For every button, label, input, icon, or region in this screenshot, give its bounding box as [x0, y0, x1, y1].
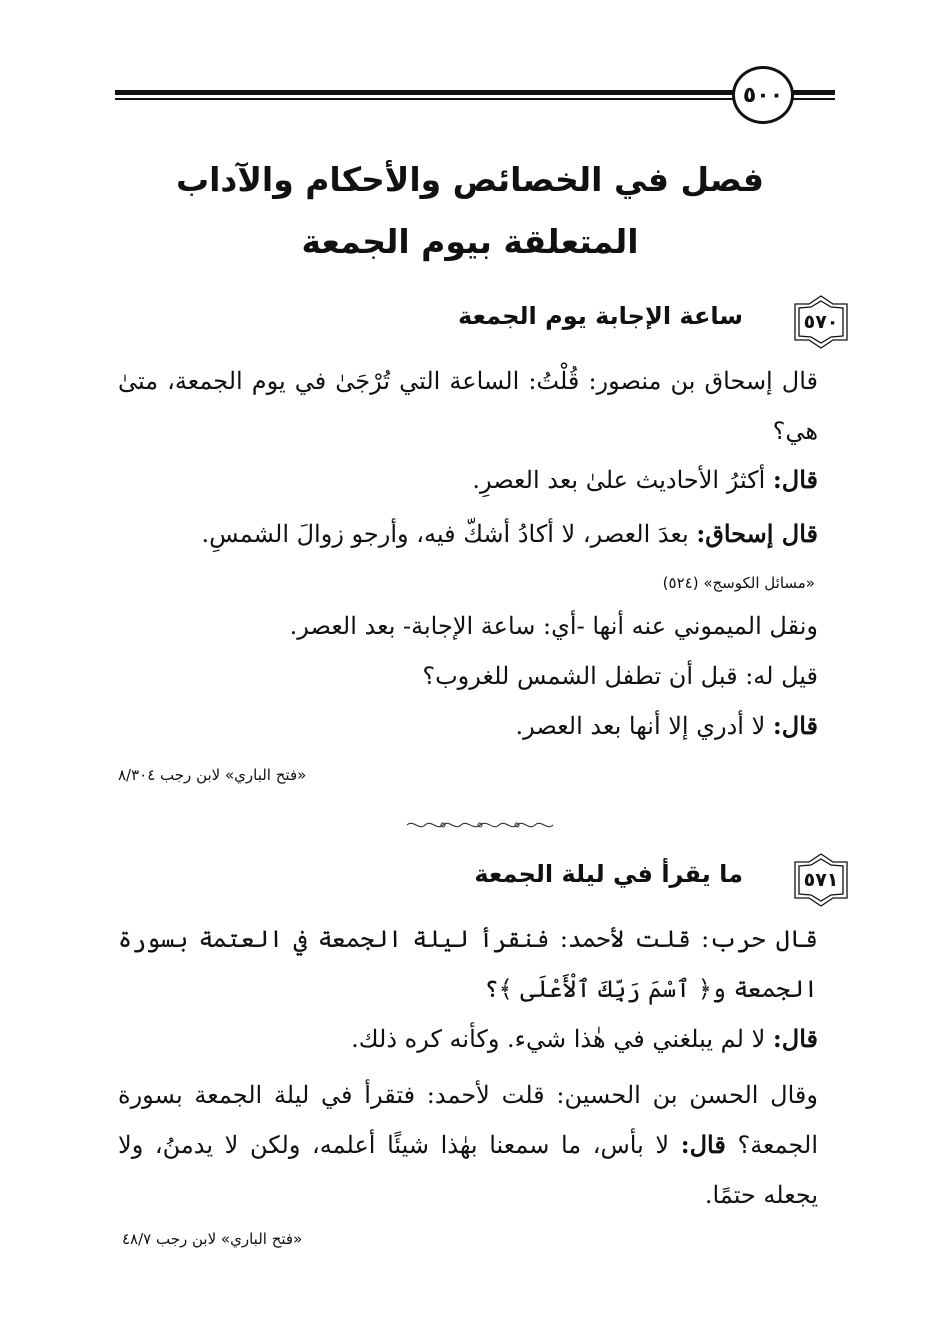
chapter-title-line-1: فصل في الخصائص والأحكام والآداب: [175, 160, 765, 199]
paragraph-text: أكثرُ الأحاديث علىٰ بعد العصرِ.: [472, 466, 773, 494]
section-divider-ornament: [405, 818, 555, 832]
header-rule: [115, 90, 835, 102]
speaker-label: قال إسحاق:: [696, 519, 818, 548]
paragraph: [351, 1024, 818, 1053]
citation: «فتح الباري» لابن رجب ٨/٣٠٤: [118, 766, 307, 784]
section-number-badge: [789, 852, 853, 908]
speaker-label: قال:: [680, 1130, 726, 1159]
section-title: ما يقرأ في ليلة الجمعة: [474, 860, 743, 888]
paragraph: [118, 1070, 818, 1220]
speaker-label: قال:: [772, 711, 818, 740]
paragraph: قال إسحاق بن منصور: قُلْتُ: الساعة التي تُرْجَىٰ في يوم الجمعة، متىٰ هي؟: [118, 367, 818, 445]
section-number: ٥٧١: [803, 869, 839, 891]
citation: «فتح الباري» لابن رجب ٤٨/٧: [122, 1230, 303, 1248]
paragraph: ونقل الميموني عنه أنها -أي: ساعة الإجابة- بعد العصر.: [289, 612, 818, 640]
paragraph: [202, 519, 819, 548]
citation: «مسائل الكوسج» (٥٢٤): [662, 574, 815, 592]
paragraph-text: لا لم يبلغني في هٰذا شيء. وكأنه كره ذلك.: [351, 1025, 773, 1053]
paragraph-text: لا بأس، ما سمعنا بهٰذا شيئًا أعلمه، ولكن لا يدمنُ، ولا يجعله حتمًا.: [118, 1131, 818, 1209]
section-number-badge: [789, 294, 853, 350]
section-heading-571: [120, 852, 853, 908]
speaker-label: قال:: [772, 1024, 818, 1053]
paragraph-text: وقال الحسن بن الحسين: قلت لأحمد: فتقرأ في ليلة الجمعة بسورة الجمعة؟: [118, 1081, 818, 1159]
section-heading-570: [120, 294, 853, 350]
paragraph-text: بعدَ العصر، لا أكادُ أشكّ فيه، وأرجو زوالَ الشمسِ.: [201, 520, 697, 548]
section-number: ٥٧٠: [803, 311, 839, 333]
paragraph: قيل له: قبل أن تطفل الشمس للغروب؟: [422, 662, 818, 690]
paragraph: قال حرب: قلت لأحمد: فنقرأ ليلة الجمعة في العتمة بسورة الجمعة و﴿ ٱسْمَ رَبِّكَ ٱلْأَعْلَى ﴾؟: [118, 925, 818, 1003]
section-title: ساعة الإجابة يوم الجمعة: [458, 302, 743, 330]
paragraph: [472, 465, 818, 494]
paragraph-text: لا أدري إلا أنها بعد العصر.: [515, 712, 773, 740]
page-number: ٥٠٠: [732, 66, 794, 124]
paragraph: [516, 711, 818, 740]
speaker-label: قال:: [772, 465, 818, 494]
chapter-title-line-2: المتعلقة بيوم الجمعة: [301, 222, 639, 261]
